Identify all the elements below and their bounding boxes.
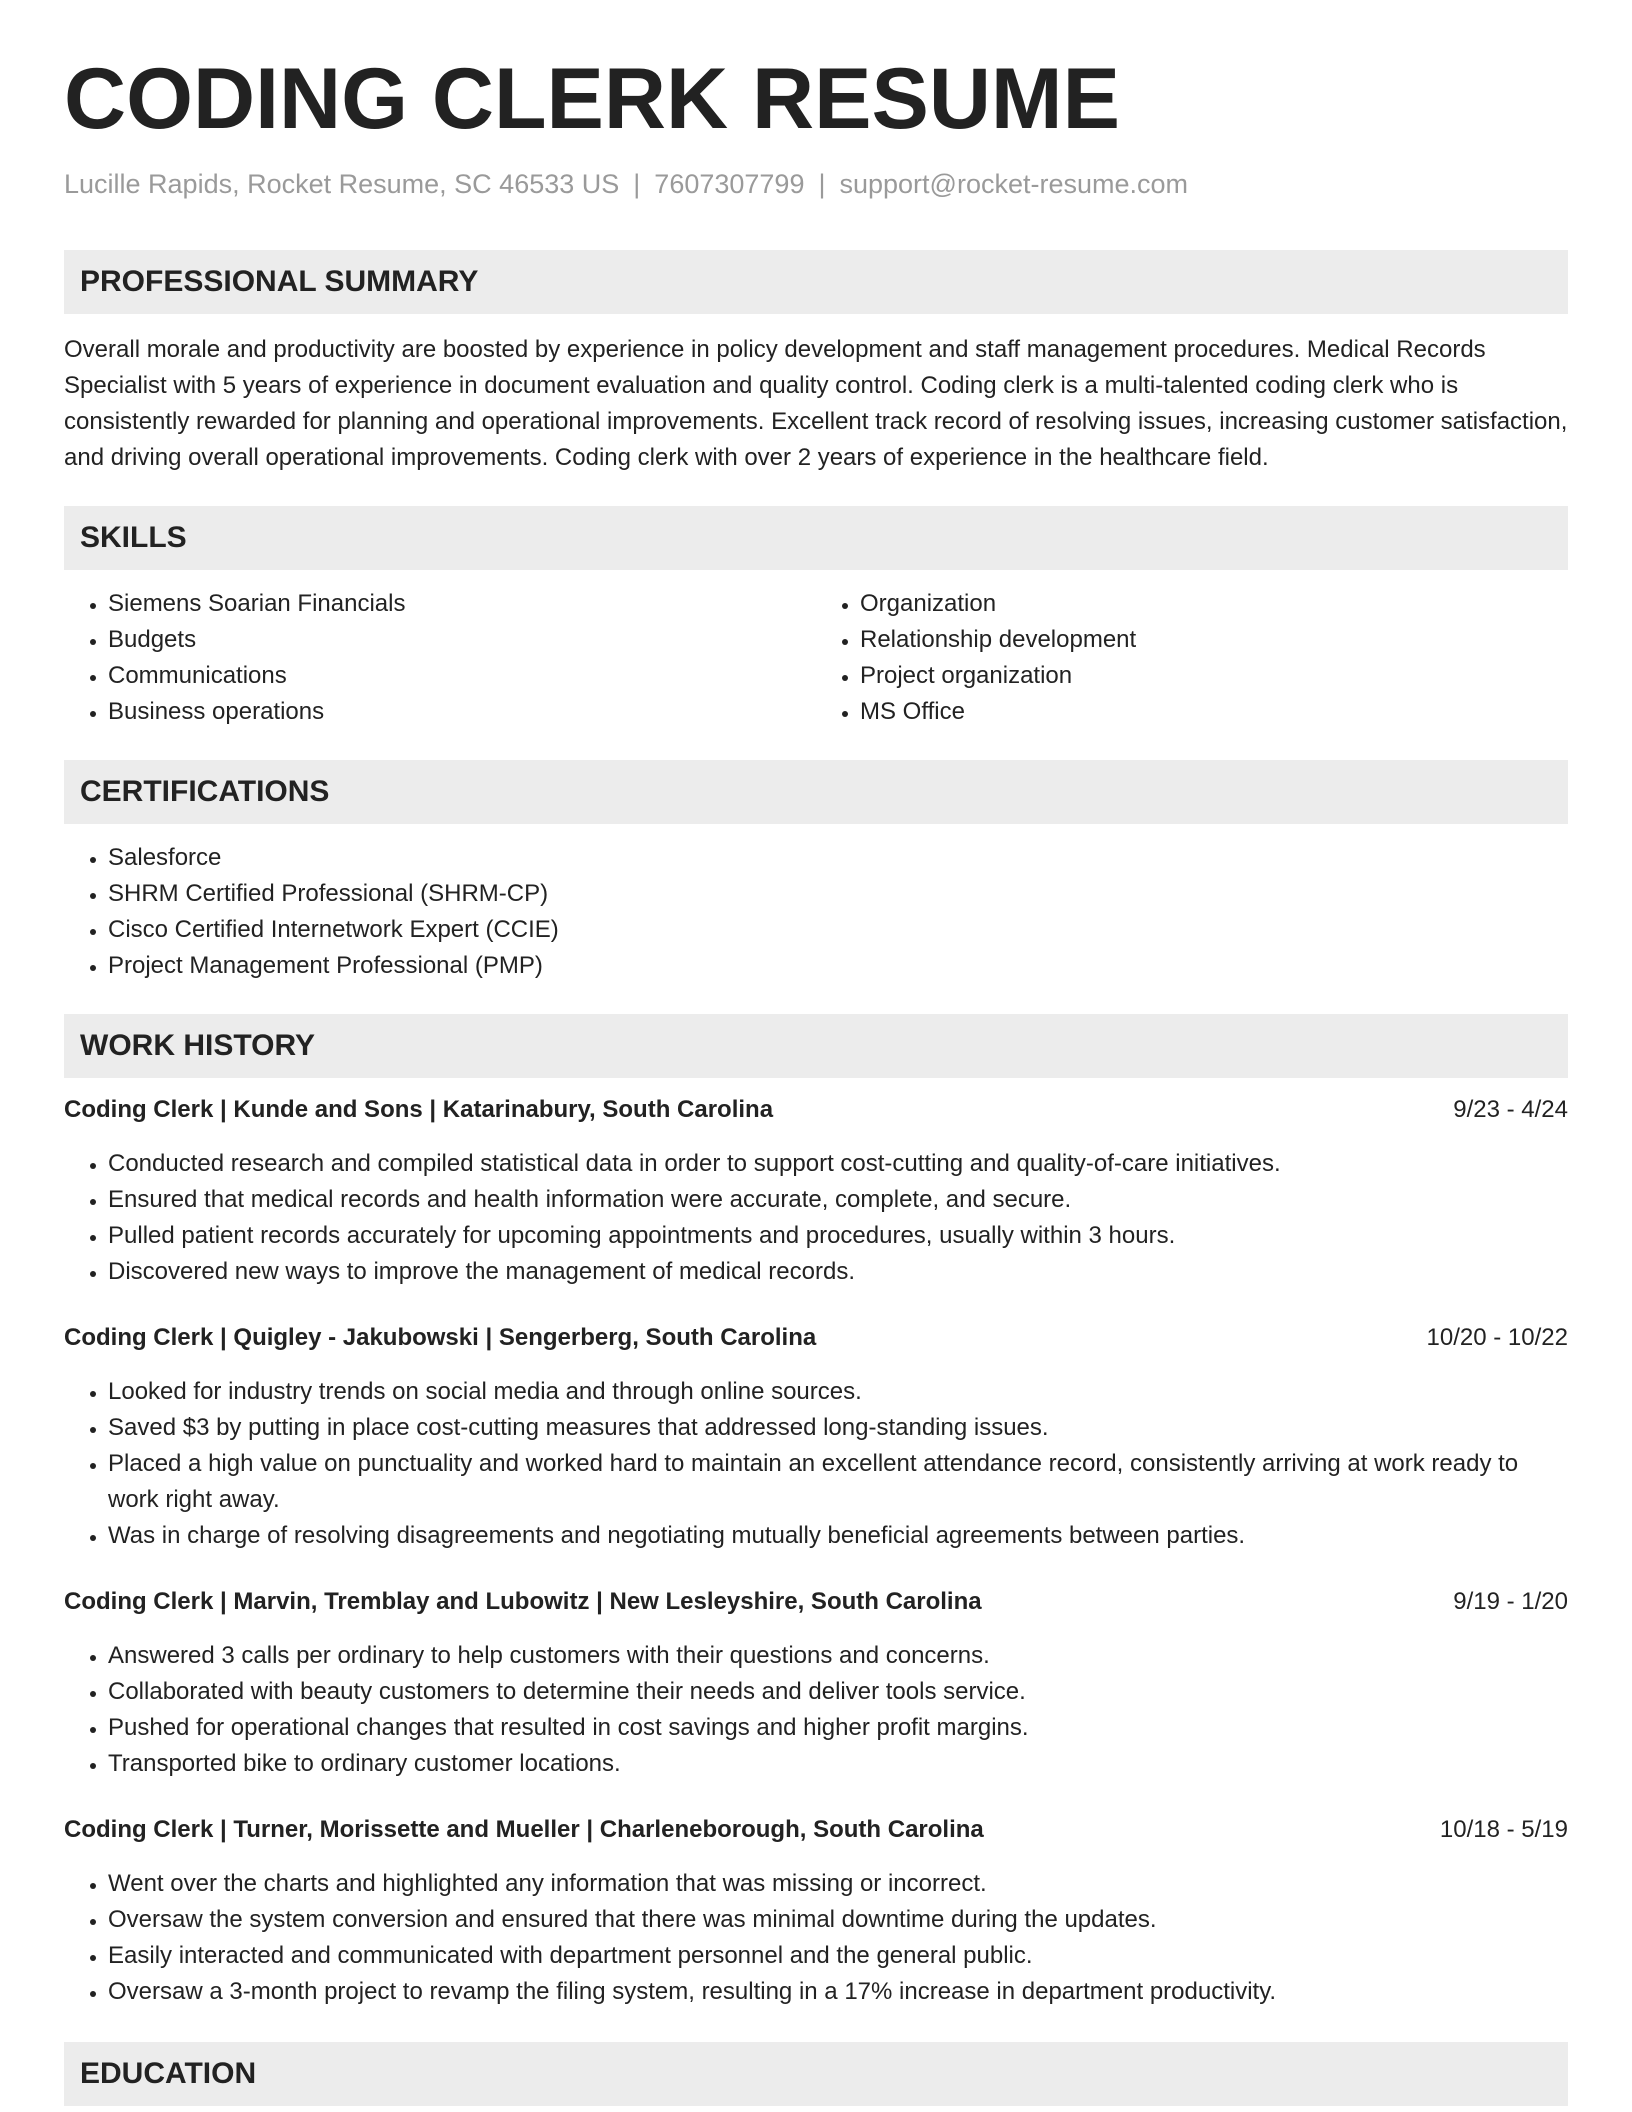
contact-email: support@rocket-resume.com — [839, 169, 1189, 199]
job-bullets — [64, 1638, 1568, 1782]
contact-separator: | — [633, 169, 641, 199]
section-header-skills: SKILLS — [64, 506, 1568, 570]
job-header — [64, 1092, 1568, 1128]
skills-list-right — [816, 586, 1568, 730]
job-title: Coding Clerk | Marvin, Tremblay and Lubowitz | New Lesleyshire, South Carolina — [64, 1588, 982, 1616]
job-bullet: • Collaborated with beauty customers to determine their needs and deliver tools service. — [108, 1674, 1568, 1710]
job-bullets — [64, 1866, 1568, 2010]
skill-item: • Relationship development — [860, 622, 1568, 658]
job-bullet: • Transported bike to ordinary customer locations. — [108, 1746, 1568, 1782]
job-bullet: • Conducted research and compiled statistical data in order to support cost-cutting and quality-of-care initiatives. — [108, 1146, 1568, 1182]
job-dates: 10/18 - 5/19 — [1439, 1816, 1568, 1844]
skills-list-left — [64, 586, 816, 730]
section-header-work-history: WORK HISTORY — [64, 1014, 1568, 1078]
job-bullet: • Oversaw the system conversion and ensured that there was minimal downtime during the updates. — [108, 1902, 1568, 1938]
certifications-list — [64, 840, 1568, 984]
job-dates: 9/19 - 1/20 — [1453, 1588, 1568, 1616]
job-bullets — [64, 1374, 1568, 1554]
skill-item: • MS Office — [860, 694, 1568, 730]
skill-item: • Business operations — [108, 694, 816, 730]
section-header-certifications: CERTIFICATIONS — [64, 760, 1568, 824]
skill-item: • Organization — [860, 586, 1568, 622]
job-header — [64, 1812, 1568, 1848]
job-bullet: • Was in charge of resolving disagreements and negotiating mutually beneficial agreements between parties. — [108, 1518, 1568, 1554]
job-dates: 9/23 - 4/24 — [1453, 1096, 1568, 1124]
job-title: Coding Clerk | Quigley - Jakubowski | Sengerberg, South Carolina — [64, 1324, 817, 1352]
resume-title: CODING CLERK RESUME — [64, 51, 1120, 147]
skill-item: • Budgets — [108, 622, 816, 658]
contact-phone: 7607307799 — [654, 169, 805, 199]
job-bullet: • Saved $3 by putting in place cost-cutting measures that addressed long-standing issues. — [108, 1410, 1568, 1446]
skill-item: • Siemens Soarian Financials — [108, 586, 816, 622]
job-bullet: • Answered 3 calls per ordinary to help customers with their questions and concerns. — [108, 1638, 1568, 1674]
certification-item: • Cisco Certified Internetwork Expert (CCIE) — [108, 912, 1568, 948]
certification-item: • Project Management Professional (PMP) — [108, 948, 1568, 984]
job-header — [64, 1584, 1568, 1620]
job-bullet: • Oversaw a 3-month project to revamp the filing system, resulting in a 17% increase in department productivity. — [108, 1974, 1568, 2010]
job-bullet: • Looked for industry trends on social media and through online sources. — [108, 1374, 1568, 1410]
contact-separator: | — [818, 169, 826, 199]
job-bullet: • Discovered new ways to improve the management of medical records. — [108, 1254, 1568, 1290]
job-entry — [64, 1584, 1568, 1782]
job-title: Coding Clerk | Kunde and Sons | Katarinabury, South Carolina — [64, 1096, 774, 1124]
job-bullet: • Went over the charts and highlighted any information that was missing or incorrect. — [108, 1866, 1568, 1902]
job-entry — [64, 1092, 1568, 1290]
certification-item: • Salesforce — [108, 840, 1568, 876]
skill-item: • Communications — [108, 658, 816, 694]
job-entry — [64, 1812, 1568, 2010]
job-entry — [64, 1320, 1568, 1554]
contact-address: Lucille Rapids, Rocket Resume, SC 46533 US — [64, 169, 620, 199]
section-header-summary: PROFESSIONAL SUMMARY — [64, 250, 1568, 314]
summary-text: Overall morale and productivity are boosted by experience in policy development and staff management procedures. Medical Records Specialist with 5 years of experience in document evaluation and quality control. Coding clerk is a multi-talented coding clerk who is consistently rewarded for planning and operational improvements. Excellent track record of resolving issues, increasing customer satisfaction, and driving overall operational improvements. Coding clerk with over 2 years of experience in the healthcare field. — [64, 336, 1568, 472]
job-bullet: • Ensured that medical records and health information were accurate, complete, and secure. — [108, 1182, 1568, 1218]
skills-grid — [64, 586, 1568, 730]
job-bullet: • Placed a high value on punctuality and worked hard to maintain an excellent attendance record, consistently arriving at work ready to work right away. — [108, 1446, 1568, 1518]
job-bullet: • Pushed for operational changes that resulted in cost savings and higher profit margins. — [108, 1710, 1568, 1746]
certification-item: • SHRM Certified Professional (SHRM-CP) — [108, 876, 1568, 912]
job-header — [64, 1320, 1568, 1356]
job-title: Coding Clerk | Turner, Morissette and Mueller | Charleneborough, South Carolina — [64, 1816, 984, 1844]
job-bullet: • Pulled patient records accurately for upcoming appointments and procedures, usually within 3 hours. — [108, 1218, 1568, 1254]
section-header-education: EDUCATION — [64, 2042, 1568, 2106]
contact-line — [64, 168, 1568, 200]
job-bullets — [64, 1146, 1568, 1290]
skill-item: • Project organization — [860, 658, 1568, 694]
job-bullet: • Easily interacted and communicated with department personnel and the general public. — [108, 1938, 1568, 1974]
job-dates: 10/20 - 10/22 — [1426, 1324, 1568, 1352]
